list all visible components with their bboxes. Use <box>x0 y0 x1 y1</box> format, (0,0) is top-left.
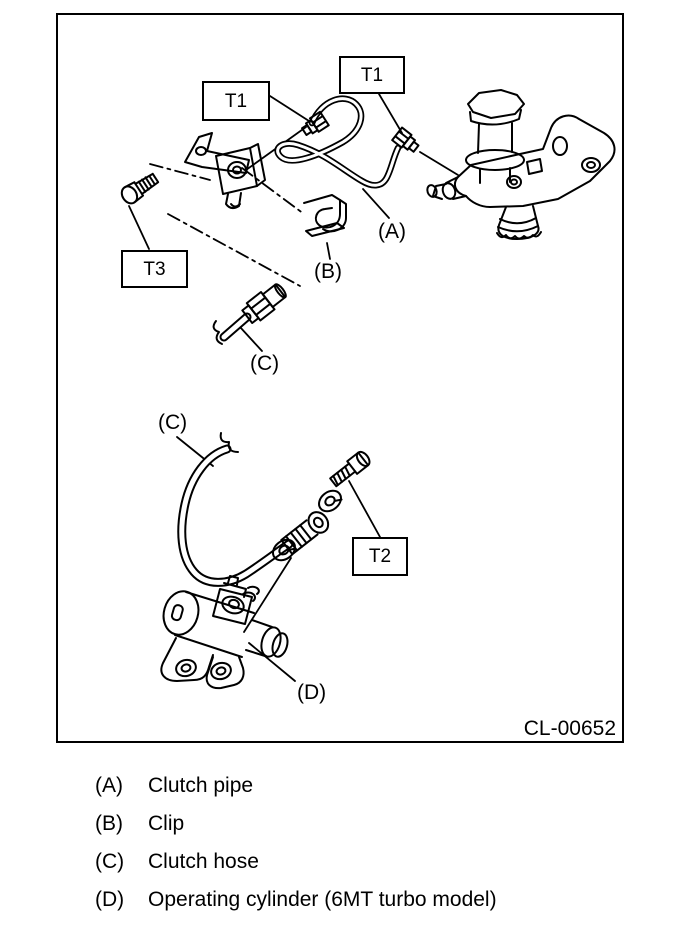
legend-item-b <box>95 811 497 836</box>
callout-box-t1-left <box>202 81 270 121</box>
operating-cylinder-drawing <box>159 576 290 688</box>
part-label-c-upper: (C) <box>250 352 280 375</box>
flare-nut-left-drawing <box>300 112 329 138</box>
bracket-bolt-drawing <box>119 170 161 206</box>
legend-key-b: (B) <box>95 812 123 835</box>
clutch-hose-end-drawing <box>214 280 290 344</box>
pipe-bracket-drawing <box>185 133 265 208</box>
legend-desc-c: Clutch hose <box>148 850 259 873</box>
callout-t1-left-label: T1 <box>224 90 248 112</box>
callout-box-t1-right <box>339 56 405 94</box>
callout-t1-right-label: T1 <box>360 64 384 86</box>
figure-code: CL-00652 <box>523 717 616 740</box>
callout-box-t3 <box>121 250 188 288</box>
clutch-hose-drawing <box>182 433 332 582</box>
callout-box-t2 <box>352 537 408 576</box>
legend-desc-b: Clip <box>148 812 185 835</box>
legend-desc-d: Operating cylinder (6MT turbo model) <box>148 888 497 911</box>
clip-drawing <box>304 195 346 236</box>
callout-t2-label: T2 <box>368 546 392 567</box>
part-label-b: (B) <box>314 260 342 283</box>
legend-key-a: (A) <box>95 774 123 797</box>
part-label-d: (D) <box>297 681 327 704</box>
legend-key-d: (D) <box>95 888 125 911</box>
legend-item-a <box>95 773 497 798</box>
callout-t3-label: T3 <box>143 258 166 280</box>
legend-key-c: (C) <box>95 850 125 873</box>
master-cylinder-drawing <box>426 90 615 239</box>
legend-desc-a: Clutch pipe <box>148 774 254 797</box>
legend <box>95 773 497 925</box>
legend-item-d <box>95 887 497 912</box>
part-label-c-lower: (C) <box>158 411 188 434</box>
part-label-a: (A) <box>378 220 406 243</box>
legend-item-c <box>95 849 497 874</box>
